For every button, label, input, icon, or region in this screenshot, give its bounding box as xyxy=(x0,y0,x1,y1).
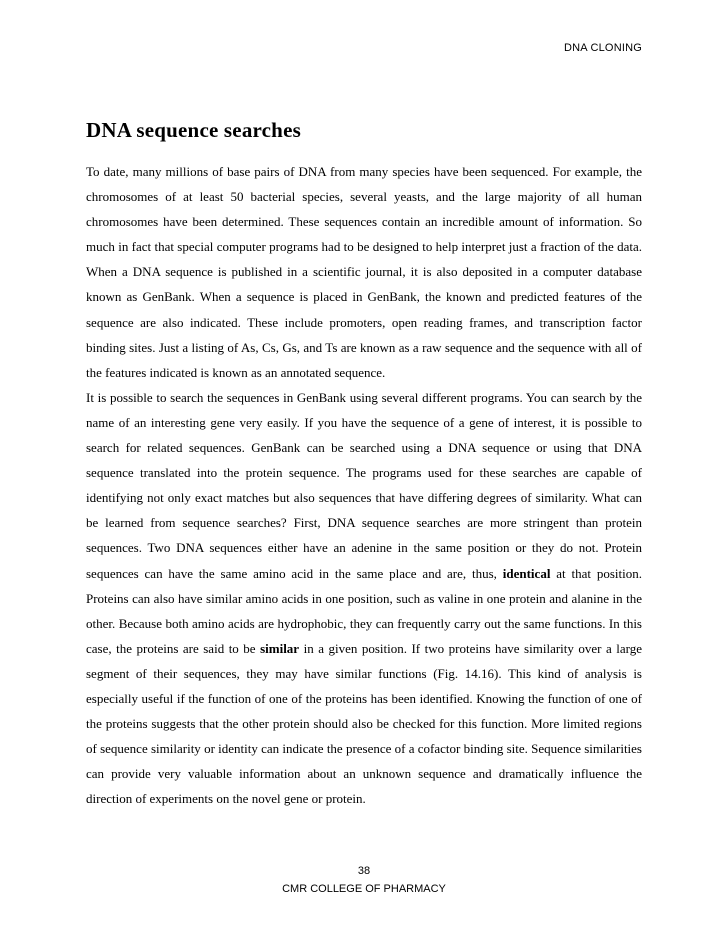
term-similar: similar xyxy=(260,640,300,656)
page-footer xyxy=(0,862,728,898)
term-identical: identical xyxy=(502,565,551,581)
paragraph-2-part-2: at that position. Proteins can also have similar amino acids in one position, such as valine in one protein and alanine in the other. Because both amino acids are hydrophobic, they can frequently carry out the same functions. In this case, the proteins are said to be xyxy=(86,565,642,656)
footer-institution: CMR COLLEGE OF PHARMACY xyxy=(282,883,446,895)
paragraph-2 xyxy=(86,385,642,812)
paragraph-2-part-3: in a given position. If two proteins have similarity over a large segment of their sequences, they may have similar functions (Fig. 14.16). This kind of analysis is especially useful if the function of one of the proteins has been identified. Knowing the function of one of the proteins suggests that the other protein should also be checked for this function. More limited regions of sequence similarity or identity can indicate the presence of a cofactor binding site. Sequence similarities can provide very valuable information about an unknown sequence and dramatically influence the direction of experiments on the novel gene or protein. xyxy=(86,640,643,807)
body-text xyxy=(86,159,642,811)
page-number: 38 xyxy=(357,865,371,877)
running-header: DNA CLONING xyxy=(564,42,642,54)
section-title: DNA sequence searches xyxy=(86,118,301,142)
paragraph-1: To date, many millions of base pairs of DNA from many species have been sequenced. For example, the chromosomes of at least 50 bacterial species, several yeasts, and the large majority of all human chromosomes have been determined. These sequences contain an incredible amount of information. So much in fact that special computer programs had to be designed to help interpret just a fraction of the data. When a DNA sequence is published in a scientific journal, it is also deposited in a computer database known as GenBank. When a sequence is placed in GenBank, the known and predicted features of the sequence are also indicated. These include promoters, open reading frames, and transcription factor binding sites. Just a listing of As, Cs, Gs, and Ts are known as a raw sequence and the sequence with all of the features indicated is known as an annotated sequence. xyxy=(86,164,642,380)
paragraph-2-part-1: It is possible to search the sequences in GenBank using several different programs. You can search by the name of an interesting gene very easily. If you have the sequence of a gene of interest, it is possible to search for related sequences. GenBank can be searched using a DNA sequence or using that DNA sequence translated into the protein sequence. The programs used for these searches are capable of identifying not only exact matches but also sequences that have differing degrees of similarity. What can be learned from sequence searches? First, DNA sequence searches are more stringent than protein sequences. Two DNA sequences either have an adenine in the same position or they do not. Protein sequences can have the same amino acid in the same place and are, thus, xyxy=(86,389,642,581)
